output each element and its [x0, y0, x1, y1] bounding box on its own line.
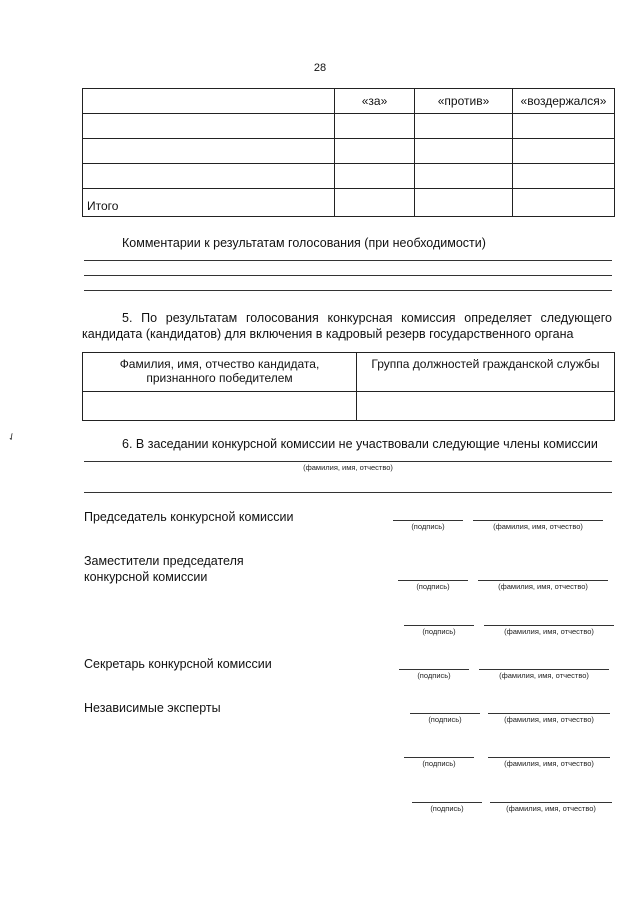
- header-za: «за»: [335, 89, 415, 114]
- header-protiv: «против»: [415, 89, 513, 114]
- experts-label: Независимые эксперты: [84, 701, 221, 715]
- stray-mark: ✓: [5, 430, 19, 445]
- table-row: [83, 392, 615, 421]
- comment-line: [84, 260, 612, 261]
- header-position-group: Группа должностей гражданской службы: [357, 353, 615, 392]
- fio-line: [479, 669, 609, 670]
- fio-line: [488, 757, 610, 758]
- table-row: [83, 189, 615, 217]
- signature-caption: (подпись): [422, 627, 456, 636]
- fio-line: [488, 713, 610, 714]
- comment-line: [84, 275, 612, 276]
- table-cell: [335, 139, 415, 164]
- fio-caption: (фамилия, имя, отчество): [506, 804, 596, 813]
- signature-line: [398, 580, 468, 581]
- signature-caption: (подпись): [430, 804, 464, 813]
- chairman-label: Председатель конкурсной комиссии: [84, 510, 294, 524]
- signature-line: [404, 757, 474, 758]
- table-cell: [415, 114, 513, 139]
- fio-caption: (фамилия, имя, отчество): [504, 715, 594, 724]
- candidate-table: [82, 352, 615, 421]
- fio-line: [473, 520, 603, 521]
- table-cell: [335, 164, 415, 189]
- page-number: 28: [313, 62, 327, 74]
- table-cell: [83, 139, 335, 164]
- table-row: [83, 89, 615, 114]
- signature-caption: (подпись): [411, 522, 445, 531]
- table-cell: [513, 114, 615, 139]
- table-cell: [415, 189, 513, 217]
- fio-caption: (фамилия, имя, отчество): [499, 671, 589, 680]
- table-cell: [513, 164, 615, 189]
- table-cell: [513, 189, 615, 217]
- table-cell: [83, 164, 335, 189]
- absent-members-line: [84, 461, 612, 462]
- table-cell: [415, 164, 513, 189]
- signature-caption: (подпись): [428, 715, 462, 724]
- fio-caption: (фамилия, имя, отчество): [504, 627, 594, 636]
- section-6-text: 6. В заседании конкурсной комиссии не участвовали следующие члены комиссии: [122, 437, 598, 451]
- absent-members-line: [84, 492, 612, 493]
- table-row: [83, 114, 615, 139]
- section-5-text: 5. По результатам голосования конкурсная комиссия определяет следующего кандидата (кандидатов) для включения в кадровый резерв государственного органа: [82, 311, 612, 341]
- fio-caption: (фамилия, имя, отчество): [493, 522, 583, 531]
- table-cell: [83, 114, 335, 139]
- fio-caption: (фамилия, имя, отчество): [504, 759, 594, 768]
- signature-caption: (подпись): [416, 582, 450, 591]
- fio-line: [484, 625, 614, 626]
- table-cell: [357, 392, 615, 421]
- signature-caption: (подпись): [422, 759, 456, 768]
- fio-line: [478, 580, 608, 581]
- table-cell: [513, 139, 615, 164]
- comment-line: [84, 290, 612, 291]
- table-cell: [83, 392, 357, 421]
- comments-label: Комментарии к результатам голосования (при необходимости): [122, 236, 486, 250]
- secretary-label: Секретарь конкурсной комиссии: [84, 657, 272, 671]
- table-cell: [83, 89, 335, 114]
- table-row: [83, 164, 615, 189]
- table-row: [83, 139, 615, 164]
- header-candidate-name: Фамилия, имя, отчество кандидата, признанного победителем: [83, 353, 357, 392]
- table-cell: [335, 189, 415, 217]
- header-vozderzhalsya: «воздержался»: [513, 89, 615, 114]
- signature-line: [399, 669, 469, 670]
- signature-line: [404, 625, 474, 626]
- total-label: Итого: [83, 189, 335, 217]
- table-cell: [335, 114, 415, 139]
- fio-line: [490, 802, 612, 803]
- signature-line: [412, 802, 482, 803]
- fio-caption: (фамилия, имя, отчество): [303, 463, 393, 472]
- signature-line: [393, 520, 463, 521]
- fio-caption: (фамилия, имя, отчество): [498, 582, 588, 591]
- signature-line: [410, 713, 480, 714]
- table-row: [83, 353, 615, 392]
- table-cell: [415, 139, 513, 164]
- signature-caption: (подпись): [417, 671, 451, 680]
- voting-results-table: [82, 88, 615, 217]
- deputies-label: Заместители председателя конкурсной комиссии: [84, 554, 244, 584]
